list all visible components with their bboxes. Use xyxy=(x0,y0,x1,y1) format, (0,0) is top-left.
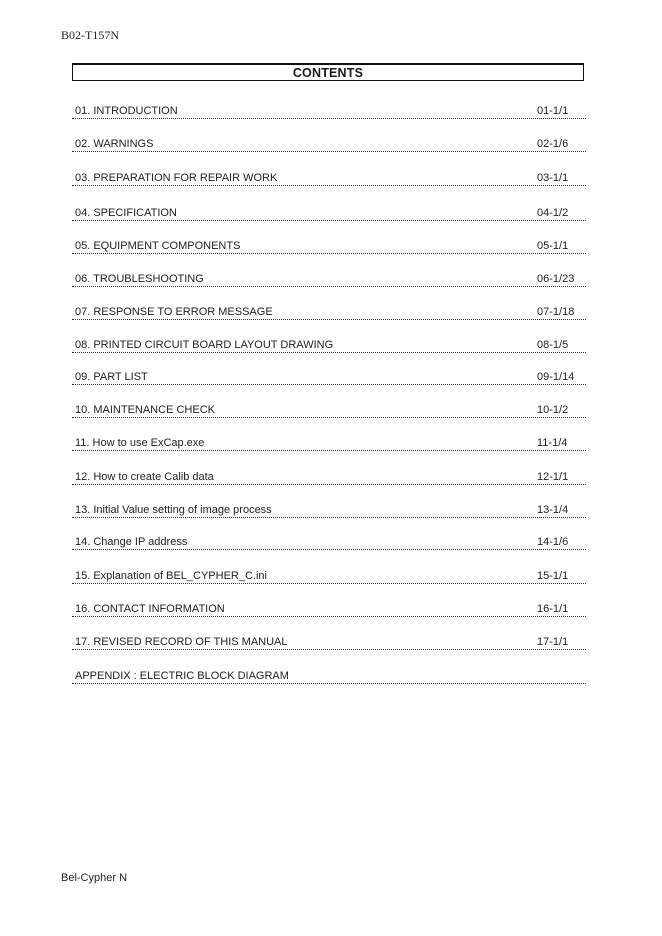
toc-entry-title: 08. PRINTED CIRCUIT BOARD LAYOUT DRAWING xyxy=(75,339,334,351)
toc-row-03[interactable] xyxy=(72,169,586,186)
toc-row-01[interactable] xyxy=(72,102,586,119)
toc-entry-page: 11-1/4 xyxy=(537,437,568,449)
toc-entry-page: 09-1/14 xyxy=(537,371,575,383)
toc-row-13[interactable] xyxy=(72,501,586,518)
toc-row-08[interactable] xyxy=(72,336,586,353)
toc-row-06[interactable] xyxy=(72,270,586,287)
toc-entry-title: 03. PREPARATION FOR REPAIR WORK xyxy=(75,172,278,184)
contents-heading-box xyxy=(72,63,584,81)
toc-row-11[interactable] xyxy=(72,434,586,451)
toc-entry-title: 15. Explanation of BEL_CYPHER_C.ini xyxy=(75,570,267,582)
toc-row-16[interactable] xyxy=(72,600,586,617)
toc-row-12[interactable] xyxy=(72,468,586,485)
toc-row-04[interactable] xyxy=(72,204,586,221)
toc-entry-page: 14-1/6 xyxy=(537,536,569,548)
toc-entry-page: 10-1/2 xyxy=(537,404,569,416)
toc-entry-page: 02-1/6 xyxy=(537,138,569,150)
document-id: B02-T157N xyxy=(61,28,119,42)
toc-row-15[interactable] xyxy=(72,567,586,584)
toc-row-07[interactable] xyxy=(72,303,586,320)
toc-row-14[interactable] xyxy=(72,533,586,550)
toc-entry-page: 15-1/1 xyxy=(537,570,569,582)
toc-row-10[interactable] xyxy=(72,401,586,418)
toc-entry-page: 05-1/1 xyxy=(537,240,569,252)
toc-row-17[interactable] xyxy=(72,633,586,650)
toc-entry-title: 07. RESPONSE TO ERROR MESSAGE xyxy=(75,306,273,318)
toc-entry-page: 04-1/2 xyxy=(537,207,569,219)
toc-entry-page: 06-1/23 xyxy=(537,273,575,285)
toc-row-appendix[interactable] xyxy=(72,667,586,684)
toc-entry-title: 14. Change IP address xyxy=(75,536,188,548)
toc-entry-page: 12-1/1 xyxy=(537,471,569,483)
toc-entry-title: 09. PART LIST xyxy=(75,371,148,383)
toc-entry-title: 13. Initial Value setting of image process xyxy=(75,504,272,516)
toc-entry-title: 11. How to use ExCap.exe xyxy=(75,437,205,449)
toc-entry-page: 17-1/1 xyxy=(537,636,569,648)
toc-entry-page: 03-1/1 xyxy=(537,172,569,184)
footer-product-name: Bel-Cypher N xyxy=(61,872,128,884)
toc-row-05[interactable] xyxy=(72,237,586,254)
toc-entry-title: 10. MAINTENANCE CHECK xyxy=(75,404,215,416)
toc-entry-page: 16-1/1 xyxy=(537,603,569,615)
toc-entry-title: 06. TROUBLESHOOTING xyxy=(75,273,204,285)
toc-entry-page: 01-1/1 xyxy=(537,105,569,117)
toc-entry-title: 16. CONTACT INFORMATION xyxy=(75,603,225,615)
toc-entry-title: 12. How to create Calib data xyxy=(75,471,214,483)
contents-title: CONTENTS xyxy=(292,65,364,80)
toc-entry-page: 08-1/5 xyxy=(537,339,569,351)
toc-entry-title: 17. REVISED RECORD OF THIS MANUAL xyxy=(75,636,288,648)
toc-entry-title: 04. SPECIFICATION xyxy=(75,207,177,219)
toc-entry-page: 07-1/18 xyxy=(537,306,575,318)
toc-entry-page: 13-1/4 xyxy=(537,504,569,516)
toc-entry-title: 02. WARNINGS xyxy=(75,138,154,150)
toc-row-02[interactable] xyxy=(72,135,586,152)
toc-row-09[interactable] xyxy=(72,368,586,385)
toc-entry-title: 01. INTRODUCTION xyxy=(75,105,178,117)
toc-entry-title: 05. EQUIPMENT COMPONENTS xyxy=(75,240,241,252)
toc-entry-title: APPENDIX : ELECTRIC BLOCK DIAGRAM xyxy=(75,670,289,682)
